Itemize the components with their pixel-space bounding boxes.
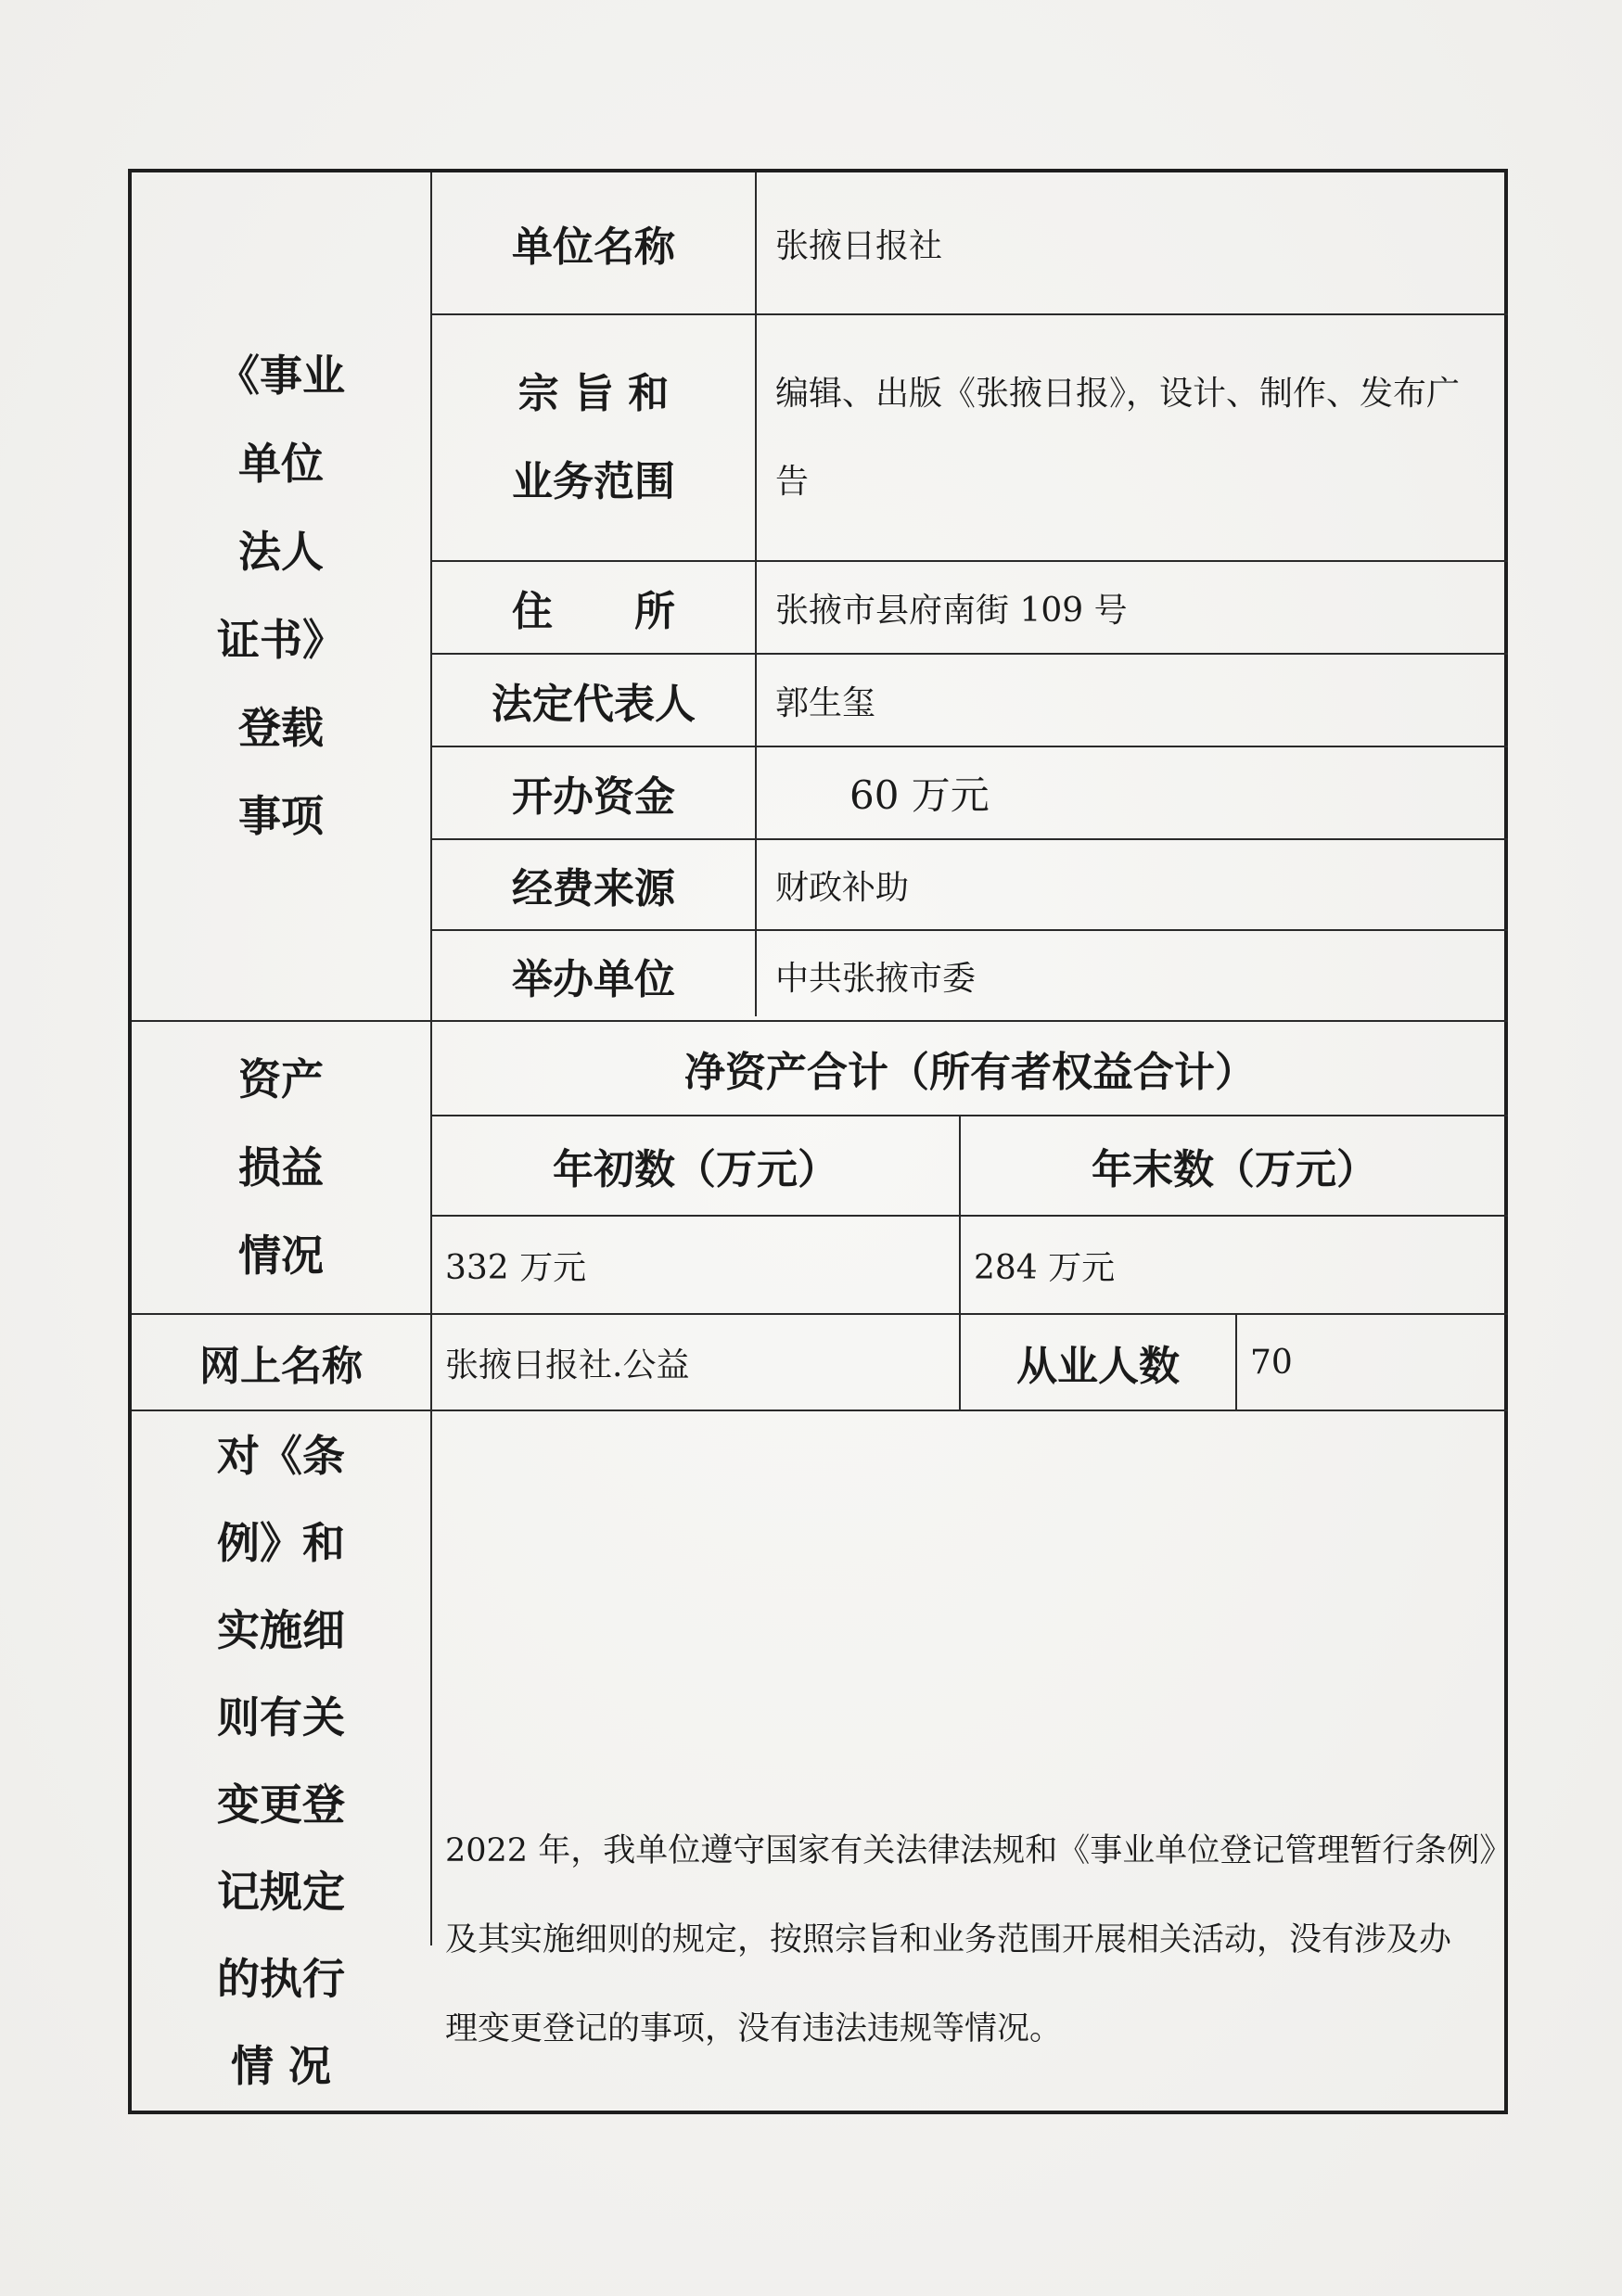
staff-count-value: 70 xyxy=(1250,1343,1293,1382)
address-value: 张掖市县府南街 109 号 xyxy=(775,591,1128,630)
compliance-text: 2022 年，我单位遵守国家有关法律法规和《事业单位登记管理暂行条例》 及其实施细则的规定，按照宗旨和业务范围开展相关活动，没有涉及办 理变更登记的事项，没有违法违规等情况。 xyxy=(445,1832,1513,2047)
staff-count-label: 从业人数 xyxy=(1016,1343,1180,1390)
unit-name-value: 张掖日报社 xyxy=(775,226,943,265)
capital-label: 开办资金 xyxy=(512,773,675,821)
begin-year-label: 年初数（万元） xyxy=(553,1146,838,1193)
sponsor-value: 中共张掖市委 xyxy=(775,959,977,998)
compliance-section-label: 对《条 例》和 实施细 则有关 变更登 记规定 的执行 情 况 xyxy=(217,1431,345,2091)
assets-section-label: 资产 损益 情况 xyxy=(238,1053,324,1281)
funding-label: 经费来源 xyxy=(512,865,675,912)
begin-year-value: 332 万元 xyxy=(445,1248,587,1287)
registration-form-table xyxy=(128,169,1513,2114)
registration-section-label: 《事业 单位 法人 证书》 登载 事项 xyxy=(217,351,345,841)
end-year-value: 284 万元 xyxy=(974,1248,1116,1287)
online-name-label: 网上名称 xyxy=(199,1343,363,1390)
net-assets-header: 净资产合计（所有者权益合计） xyxy=(684,1049,1256,1096)
legal-rep-label: 法定代表人 xyxy=(492,681,696,728)
sponsor-label: 举办单位 xyxy=(512,956,675,1003)
address-label: 住 所 xyxy=(512,588,675,635)
capital-value: 60 万元 xyxy=(849,772,990,818)
unit-name-label: 单位名称 xyxy=(512,223,675,271)
purpose-label: 宗 旨 和 业务范围 xyxy=(512,370,675,505)
legal-rep-value: 郭生玺 xyxy=(775,683,876,722)
purpose-value: 编辑、出版《张掖日报》，设计、制作、发布广 告 xyxy=(775,375,1461,501)
online-name-value: 张掖日报社.公益 xyxy=(445,1346,690,1384)
funding-value: 财政补助 xyxy=(775,868,910,907)
end-year-label: 年末数（万元） xyxy=(1092,1146,1377,1193)
